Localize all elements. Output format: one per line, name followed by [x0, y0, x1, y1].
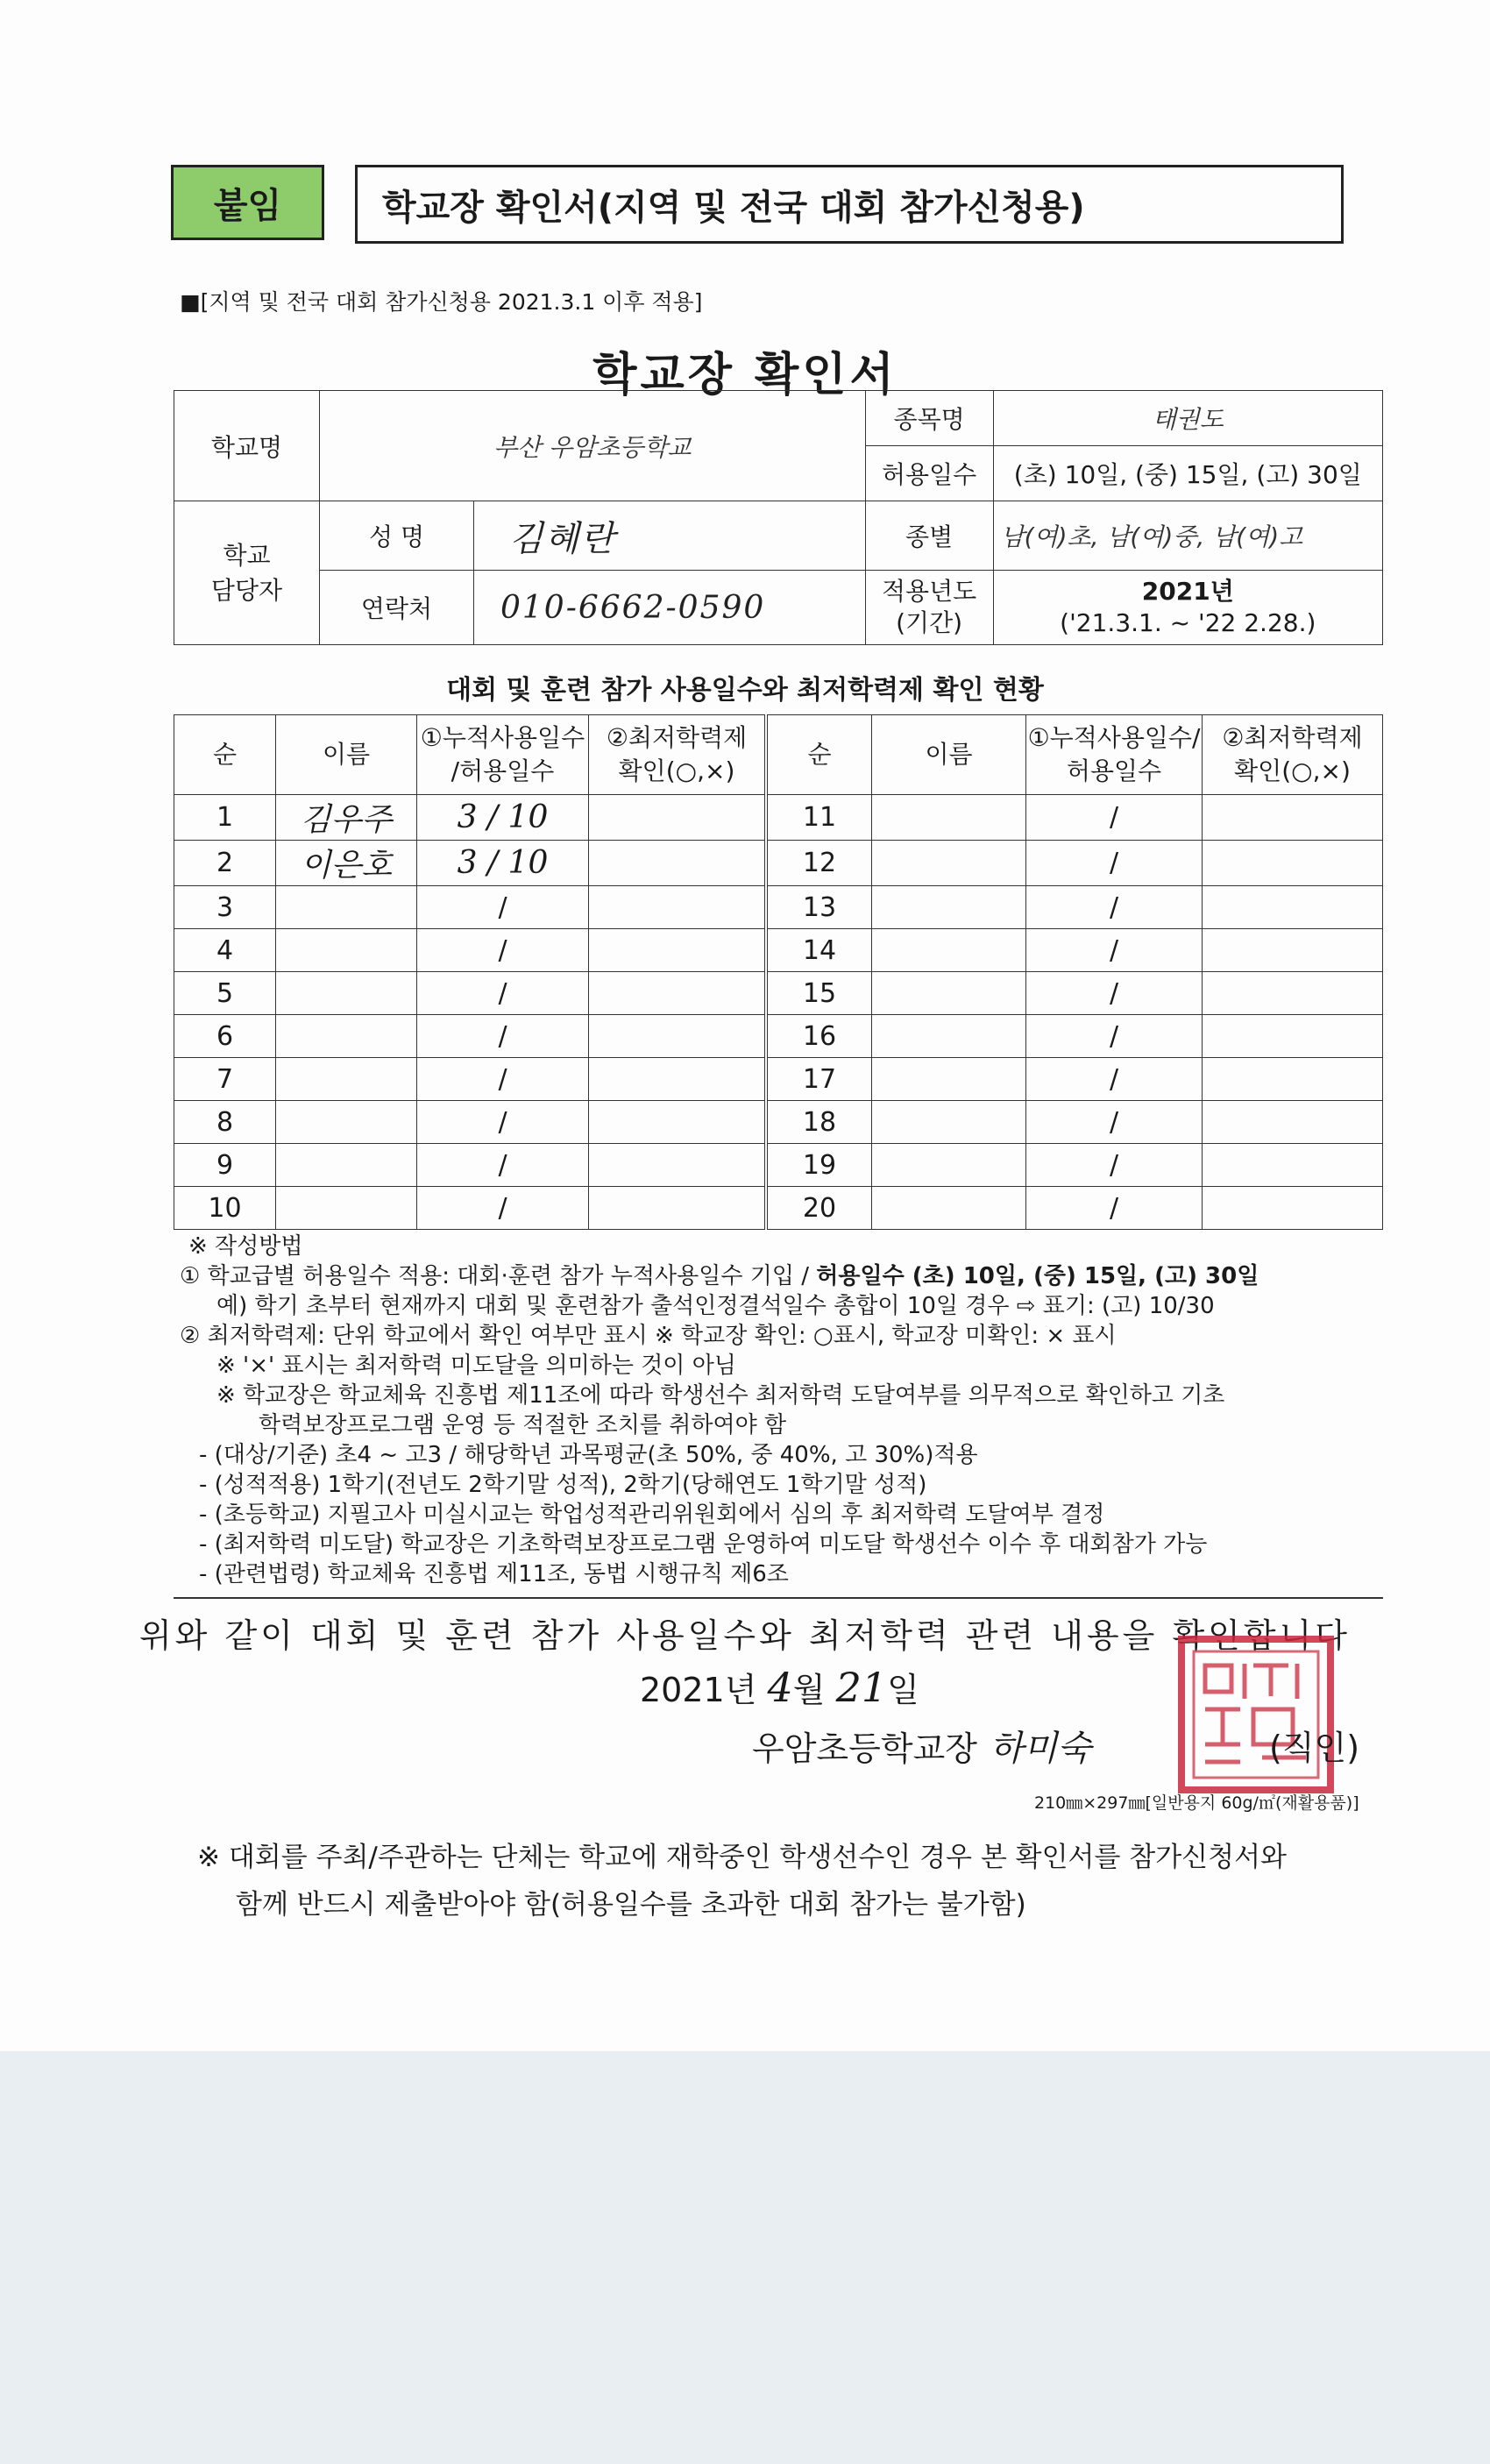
col-name: 이름: [276, 715, 417, 795]
row-check: [589, 1187, 767, 1230]
row-no: 8: [174, 1101, 276, 1144]
date-day: 21: [835, 1664, 888, 1711]
row-check-right: [1203, 972, 1383, 1015]
detail-5: - (관련법령) 학교체육 진흥법 제11조, 동법 시행규칙 제6조: [199, 1561, 789, 1587]
row-check: [589, 886, 767, 929]
footnote-line-1: ※ 대회를 주최/주관하는 단체는 학교에 재학중인 학생선수인 경우 본 확인서를 참가신청서와: [197, 1842, 1287, 1873]
table-row: [174, 1058, 1383, 1101]
footnote: [197, 1834, 1287, 1928]
date-line: [640, 1663, 919, 1711]
note-1: [180, 1261, 1389, 1291]
contact-value: 010-6662-0590: [474, 571, 866, 645]
row-days-right: /: [1026, 1058, 1203, 1101]
row-check: [589, 1015, 767, 1058]
row-no-right: 17: [766, 1058, 872, 1101]
row-name-right: [872, 1187, 1026, 1230]
row-days-right: /: [1026, 929, 1203, 972]
row-check-right: [1203, 1058, 1383, 1101]
year-value: 2021년: [1141, 577, 1234, 606]
detail-2: - (성적적용) 1학기(전년도 2학기말 성적), 2학기(당해연도 1학기말 성적): [199, 1472, 927, 1498]
info-table: [174, 390, 1383, 645]
row-name-right: [872, 1101, 1026, 1144]
note-2: ② 최저학력제: 단위 학교에서 확인 여부만 표시 ※ 학교장 확인: ○표시, 학교장 미확인: × 표시: [180, 1323, 1117, 1349]
row-no-right: 19: [766, 1144, 872, 1187]
allowed-value: (초) 10일, (중) 15일, (고) 30일: [993, 446, 1382, 501]
row-no: 6: [174, 1015, 276, 1058]
row-days-right: /: [1026, 886, 1203, 929]
table-row: [174, 795, 1383, 841]
date-year: 2021년: [640, 1671, 757, 1709]
row-days: /: [417, 1187, 589, 1230]
col-check: ②최저학력제 확인(○,×): [589, 715, 767, 795]
col-no-right: 순: [766, 715, 872, 795]
row-check-right: [1203, 1015, 1383, 1058]
row-name-right: [872, 972, 1026, 1015]
table-row: [174, 1187, 1383, 1230]
note-1-text: ① 학교급별 허용일수 적용: 대회·훈련 참가 누적사용일수 기입 /: [180, 1263, 817, 1289]
row-no: 9: [174, 1144, 276, 1187]
row-name: [276, 972, 417, 1015]
allowed-label: 허용일수: [865, 446, 993, 501]
school-value: 부산 우암초등학교: [320, 391, 866, 501]
row-name: [276, 886, 417, 929]
row-days: 3 / 10: [417, 841, 589, 886]
row-check-right: [1203, 1187, 1383, 1230]
row-name: [276, 1015, 417, 1058]
date-day-label: 일: [887, 1671, 919, 1709]
row-name-right: [872, 929, 1026, 972]
row-days-right: /: [1026, 841, 1203, 886]
col-days: ①누적사용일수 /허용일수: [417, 715, 589, 795]
row-check: [589, 1144, 767, 1187]
table-row: [174, 1101, 1383, 1144]
row-days: 3 / 10: [417, 795, 589, 841]
table-row: [174, 1144, 1383, 1187]
row-name: [276, 1058, 417, 1101]
official-seal-stamp: [1166, 1613, 1350, 1806]
usage-table-header: [174, 715, 1383, 795]
row-check: [589, 972, 767, 1015]
row-check: [589, 1058, 767, 1101]
row-no: 5: [174, 972, 276, 1015]
row-check-right: [1203, 886, 1383, 929]
row-check-right: [1203, 795, 1383, 841]
category-label: 종별: [865, 501, 993, 571]
footnote-line-2: 함께 반드시 제출받아야 함(허용일수를 초과한 대회 참가는 불가함): [236, 1889, 1026, 1921]
row-no: 2: [174, 841, 276, 886]
row-days-right: /: [1026, 972, 1203, 1015]
scan-background: [0, 2051, 1490, 2464]
detail-1: - (대상/기준) 초4 ~ 고3 / 해당학년 과목평균(초 50%, 중 40%, 고 30%)적용: [199, 1442, 978, 1468]
detail-4: - (최저학력 미도달) 학교장은 기초학력보장프로그램 운영하여 미도달 학생선수 이수 후 대회참가 가능: [199, 1531, 1208, 1558]
row-days-right: /: [1026, 795, 1203, 841]
applicability-note: ■[지역 및 전국 대회 참가신청용 2021.3.1 이후 적용]: [180, 289, 703, 315]
section-title: 대회 및 훈련 참가 사용일수와 최저학력제 확인 현황: [446, 675, 1044, 706]
row-days: /: [417, 929, 589, 972]
row-days-right: /: [1026, 1015, 1203, 1058]
row-name: [276, 1101, 417, 1144]
instructions: [180, 1232, 1389, 1589]
row-no-right: 18: [766, 1101, 872, 1144]
row-check: [589, 929, 767, 972]
table-row: [174, 1015, 1383, 1058]
row-check-right: [1203, 1101, 1383, 1144]
row-no: 7: [174, 1058, 276, 1101]
date-month: 4: [767, 1664, 793, 1711]
attachment-badge: 붙임: [171, 165, 324, 240]
row-days: /: [417, 1015, 589, 1058]
year-cell: [993, 571, 1382, 645]
usage-table: [174, 714, 1383, 1230]
event-value: 태권도: [993, 391, 1382, 446]
row-days: /: [417, 1144, 589, 1187]
row-name: [276, 1144, 417, 1187]
row-days-right: /: [1026, 1187, 1203, 1230]
col-days-right: ①누적사용일수/ 허용일수: [1026, 715, 1203, 795]
row-days: /: [417, 886, 589, 929]
row-no-right: 15: [766, 972, 872, 1015]
row-no-right: 13: [766, 886, 872, 929]
notes-heading: ※ 작성방법: [188, 1233, 303, 1260]
row-check: [589, 795, 767, 841]
row-check-right: [1203, 841, 1383, 886]
event-label: 종목명: [865, 391, 993, 446]
row-name: 이은호: [276, 841, 417, 886]
note-1-example: 예) 학기 초부터 현재까지 대회 및 훈련참가 출석인정결석일수 총합이 10일 경우 ⇨ 표기: (고) 10/30: [216, 1293, 1215, 1319]
paper-spec: 210㎜×297㎜[일반용지 60g/㎡(재활용품)]: [1034, 1793, 1359, 1813]
col-no: 순: [174, 715, 276, 795]
year-period: ('21.3.1. ~ '22 2.28.): [1060, 608, 1316, 637]
confirmation-statement: 위와 같이 대회 및 훈련 참가 사용일수와 최저학력 관련 내용을 확인합니다: [138, 1616, 1352, 1655]
row-check: [589, 841, 767, 886]
note-2-a: ※ '×' 표시는 최저학력 미도달을 의미하는 것이 아님: [216, 1353, 736, 1379]
date-month-label: 월: [792, 1671, 826, 1709]
row-days: /: [417, 1101, 589, 1144]
row-no-right: 12: [766, 841, 872, 886]
table-row: [174, 841, 1383, 886]
year-label: 적용년도 (기간): [865, 571, 993, 645]
manager-label: 학교 담당자: [174, 501, 320, 645]
category-value: 남(여)초, 남(여)중, 남(여)고: [993, 501, 1382, 571]
row-check: [589, 1101, 767, 1144]
row-name-right: [872, 1144, 1026, 1187]
table-row: [174, 972, 1383, 1015]
row-name: 김우주: [276, 795, 417, 841]
note-1-bold: 허용일수 (초) 10일, (중) 15일, (고) 30일: [816, 1263, 1259, 1289]
document-title: 학교장 확인서: [592, 349, 898, 401]
col-name-right: 이름: [872, 715, 1026, 795]
row-check-right: [1203, 1144, 1383, 1187]
name-value: 김혜란: [474, 501, 866, 571]
note-2-b: ※ 학교장은 학교체육 진흥법 제11조에 따라 학생선수 최저학력 도달여부를 의무적으로 확인하고 기초: [216, 1382, 1225, 1409]
row-no: 4: [174, 929, 276, 972]
row-check-right: [1203, 929, 1383, 972]
row-name: [276, 929, 417, 972]
header: [171, 165, 1345, 244]
row-name: [276, 1187, 417, 1230]
seal-label: (직인): [1269, 1729, 1360, 1767]
row-days-right: /: [1026, 1144, 1203, 1187]
row-name-right: [872, 1058, 1026, 1101]
col-check-right: ②최저학력제 확인(○,×): [1203, 715, 1383, 795]
row-days-right: /: [1026, 1101, 1203, 1144]
row-name-right: [872, 795, 1026, 841]
table-row: [174, 929, 1383, 972]
row-no: 3: [174, 886, 276, 929]
row-no: 10: [174, 1187, 276, 1230]
note-2-b2: 학력보장프로그램 운영 등 적절한 조치를 취하여야 함: [259, 1412, 787, 1438]
principal-line: [752, 1721, 1091, 1771]
row-name-right: [872, 1015, 1026, 1058]
table-row: [174, 886, 1383, 929]
row-days: /: [417, 1058, 589, 1101]
principal-title: 우암초등학교장: [752, 1729, 977, 1768]
row-no-right: 16: [766, 1015, 872, 1058]
row-no-right: 20: [766, 1187, 872, 1230]
header-title: 학교장 확인서(지역 및 전국 대회 참가신청용): [355, 165, 1344, 244]
row-name-right: [872, 841, 1026, 886]
row-no: 1: [174, 795, 276, 841]
detail-3: - (초등학교) 지필고사 미실시교는 학업성적관리위원회에서 심의 후 최저학력 도달여부 결정: [199, 1502, 1105, 1528]
row-days: /: [417, 972, 589, 1015]
school-label: 학교명: [174, 391, 320, 501]
row-no-right: 14: [766, 929, 872, 972]
contact-label: 연락처: [320, 571, 474, 645]
divider: [174, 1597, 1383, 1599]
principal-signature: 하미숙: [989, 1729, 1091, 1769]
row-no-right: 11: [766, 795, 872, 841]
name-label: 성 명: [320, 501, 474, 571]
row-name-right: [872, 886, 1026, 929]
